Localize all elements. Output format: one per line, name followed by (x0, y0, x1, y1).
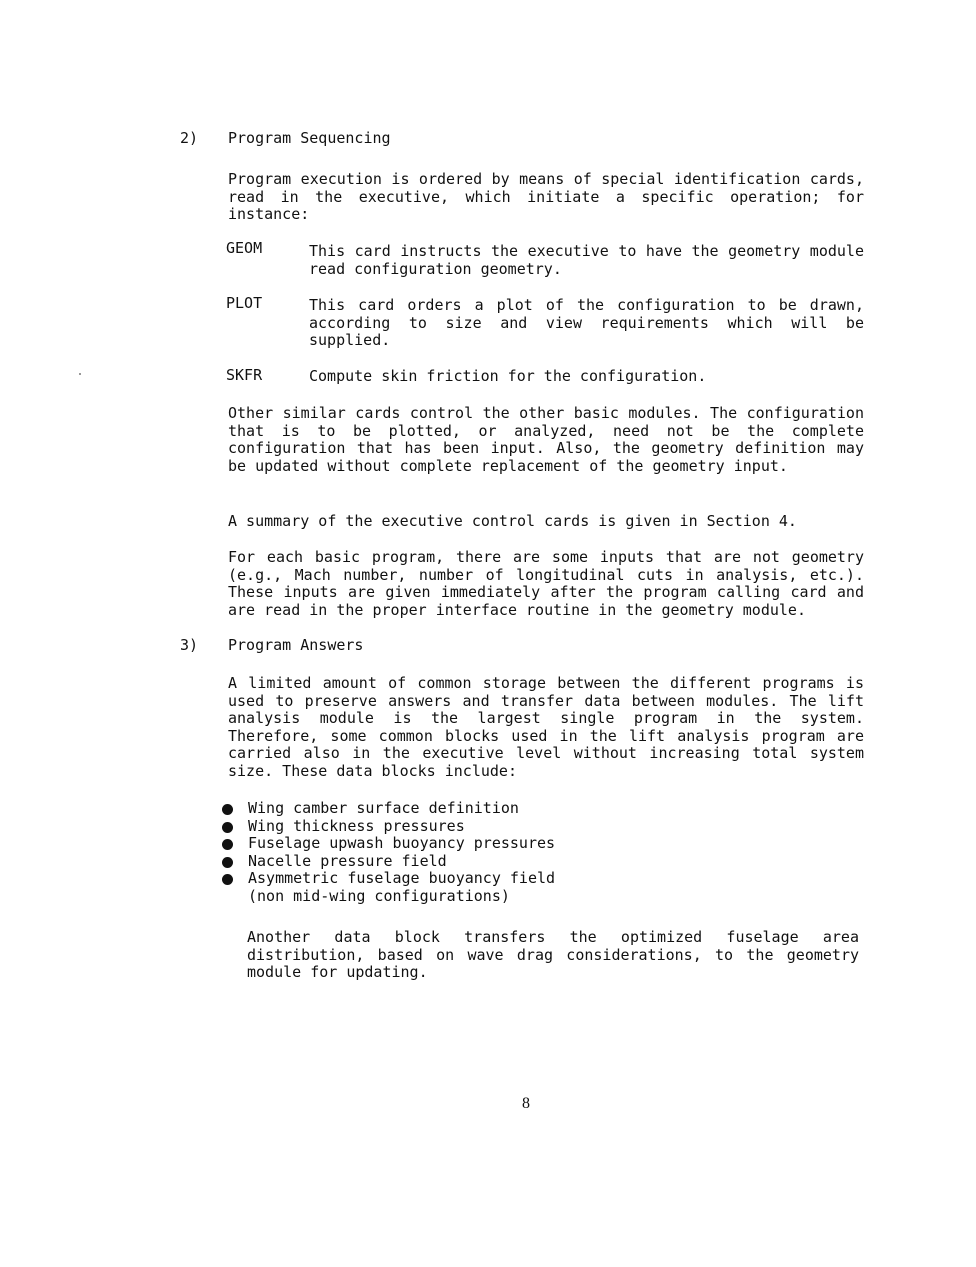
card-description-skfr: Compute skin friction for the configuration. (309, 367, 707, 385)
list-item-text: Fuselage upwash buoyancy pressures (248, 834, 556, 852)
bullet-icon (222, 839, 233, 850)
data-blocks-list (222, 800, 622, 905)
paragraph-inputs: For each basic program, there are some inputs that are not geometry (e.g., Mach number, number of longitudinal cuts in analysis, etc.). These inputs are given immediately after the program calling card and are read in the proper interface routine in the geometry module. (228, 548, 864, 619)
list-item-text: Nacelle pressure field (248, 851, 447, 870)
card-description-geom: This card instructs the executive to have the geometry module read configuration geometry. (309, 242, 864, 278)
section-3-title: Program Answers (228, 636, 364, 654)
list-item (222, 818, 622, 836)
scan-speck (79, 373, 81, 375)
section-3-intro: A limited amount of common storage between the different programs is used to preserve answers and transfer data between modules. The lift analysis module is the largest single program in the system. Therefore, some common blocks used in the lift analysis program are carried also in the executive level without increasing total system size. These data blocks include: (228, 674, 864, 780)
bullet-icon (222, 874, 233, 885)
card-name-skfr: SKFR (226, 366, 263, 384)
section-2-title: Program Sequencing (228, 129, 391, 147)
bullet-icon (222, 822, 233, 833)
section-2-intro: Program execution is ordered by means of special identification cards, read in the executive, which initiate a specific operation; for instance: (228, 170, 864, 223)
bullet-icon (222, 857, 233, 868)
list-item (222, 800, 622, 818)
paragraph-summary: A summary of the executive control cards is given in Section 4. (228, 512, 797, 530)
card-description-plot: This card orders a plot of the configuration to be drawn, according to size and view requirements which will be supplied. (309, 296, 864, 349)
list-item-text: Wing camber surface definition (248, 799, 519, 817)
paragraph-other-cards: Other similar cards control the other basic modules. The configuration that is to be plotted, or analyzed, need not be the complete configuration that has been input. Also, the geometry definition may be updated without complete replacement of the geometry input. (228, 404, 864, 475)
list-item (222, 835, 622, 853)
list-item-text: Wing thickness pressures (248, 816, 465, 835)
page-number: 8 (522, 1095, 530, 1112)
card-name-geom: GEOM (226, 239, 263, 257)
list-item (222, 870, 622, 905)
card-name-plot: PLOT (226, 294, 263, 312)
list-item (222, 853, 622, 871)
bullet-icon (222, 804, 233, 815)
paragraph-closing: Another data block transfers the optimized fuselage area distribution, based on wave drag considerations, to the geometry module for updating. (247, 928, 859, 981)
section-2-number: 2) (180, 129, 199, 147)
list-item-text: Asymmetric fuselage buoyancy field (non mid-wing configurations) (248, 869, 556, 905)
section-3-number: 3) (180, 636, 199, 654)
